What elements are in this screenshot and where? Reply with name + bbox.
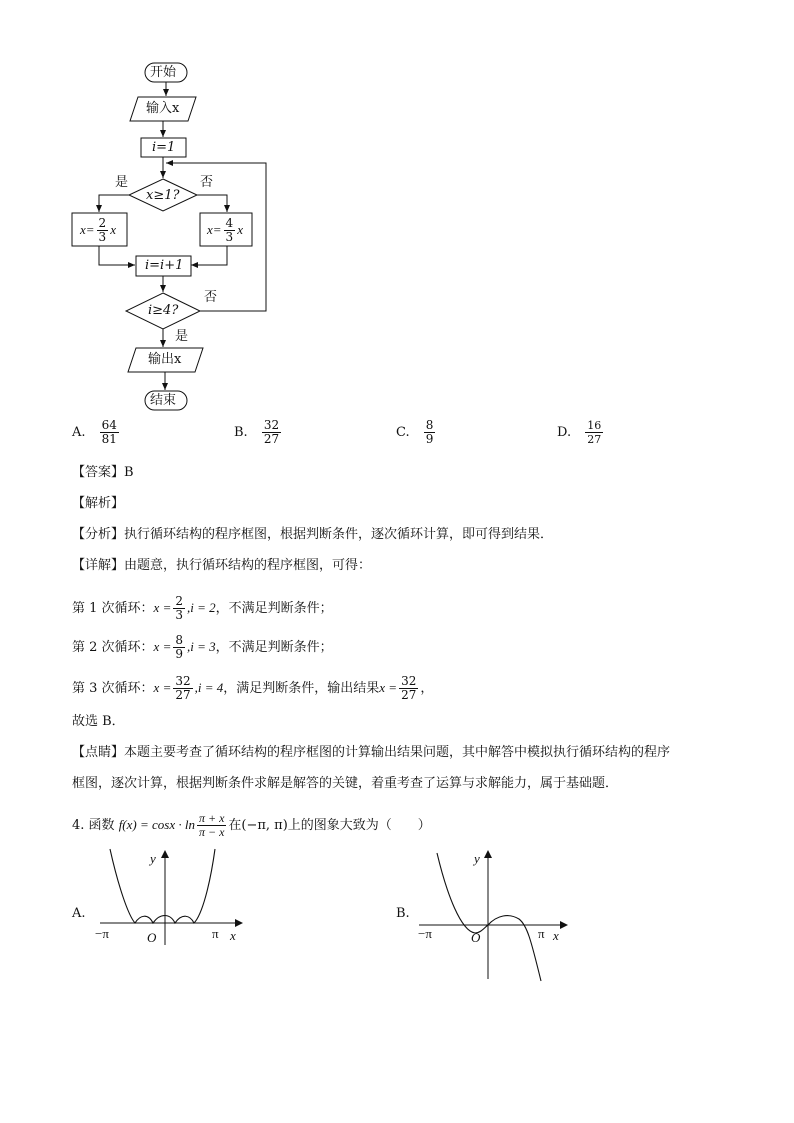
right-box-formula: x= $\frac{4}{3}$ x	[207, 216, 243, 244]
graph-b-ylabel: y	[474, 851, 480, 866]
dianjing-line1: 【点睛】本题主要考查了循环结构的程序框图的计算输出结果问题，其中解答中模拟执行循环结构的程序	[72, 745, 671, 760]
graph-b-origin: O	[471, 930, 481, 945]
start-label: 开始	[150, 65, 177, 80]
graph-b-pos-pi: π	[538, 926, 545, 941]
analysis-title: 【解析】	[72, 496, 125, 511]
flowchart	[0, 0, 400, 420]
fenxi: 【分析】执行循环结构的程序框图，根据判断条件，逐次循环计算，即可得到结果．	[72, 527, 554, 542]
curve-a	[110, 849, 215, 923]
input-label: 输入x	[146, 101, 180, 116]
question-4: 4. 函数 f(x) = cosx · ln $\frac{\pi + x}{\pi - x}$ 在(−π, π)上的图象大致为（ ）	[72, 811, 431, 839]
curve-b	[437, 853, 541, 981]
graph-a-xlabel: x	[230, 928, 236, 943]
dianjing-line2: 框图，逐次计算，根据判断条件求解是解答的关键，着重考查了运算与求解能力，属于基础题．	[72, 776, 619, 791]
yes1-label: 是	[115, 175, 129, 190]
option-d: D. $\frac{16}{27}$	[557, 419, 602, 446]
left-box-formula: x= $\frac{2}{3}$ x	[80, 216, 116, 244]
cond1-label: x≥1?	[146, 188, 180, 203]
answer: 【答案】B	[72, 465, 134, 480]
choose: 故选 B．	[72, 714, 125, 729]
output-label: 输出x	[148, 352, 182, 367]
no1-label: 否	[200, 175, 214, 190]
graph-b-xlabel: x	[553, 928, 559, 943]
init-label: i=1	[152, 140, 176, 155]
graph-a-letter: A.	[72, 906, 86, 921]
increment-label: i=i+1	[145, 258, 184, 273]
graph-a-origin: O	[147, 930, 157, 945]
graph-a-pos-pi: π	[212, 926, 219, 941]
graph-b-letter: B.	[396, 906, 410, 921]
xiangjie: 【详解】由题意，执行循环结构的程序框图，可得：	[72, 558, 372, 573]
loop-3: 第 3 次循环：x = $\frac{32}{27}$ ,i = 4，满足判断条件，输出结果x = $\frac{32}{27}$ ，	[72, 674, 434, 702]
graph-a-ylabel: y	[150, 851, 156, 866]
option-a: A. $\frac{64}{81}$	[72, 418, 117, 446]
option-c: C. $\frac{8}{9}$	[396, 418, 434, 446]
no2-label: 否	[204, 290, 218, 305]
graph-b-neg-pi: −π	[418, 926, 432, 941]
graph-a-neg-pi: −π	[95, 926, 109, 941]
loop-1: 第 1 次循环：x = $\frac{2}{3}$ ,i = 2，不满足判断条件；	[72, 594, 333, 622]
option-b: B. $\frac{32}{27}$	[234, 418, 280, 446]
graph-a	[90, 845, 250, 950]
loop-2: 第 2 次循环：x = $\frac{8}{9}$ ,i = 3，不满足判断条件；	[72, 633, 333, 661]
end-label: 结束	[150, 393, 177, 408]
graph-b	[415, 845, 575, 985]
yes2-label: 是	[175, 329, 189, 344]
cond2-label: i≥4?	[148, 303, 179, 318]
